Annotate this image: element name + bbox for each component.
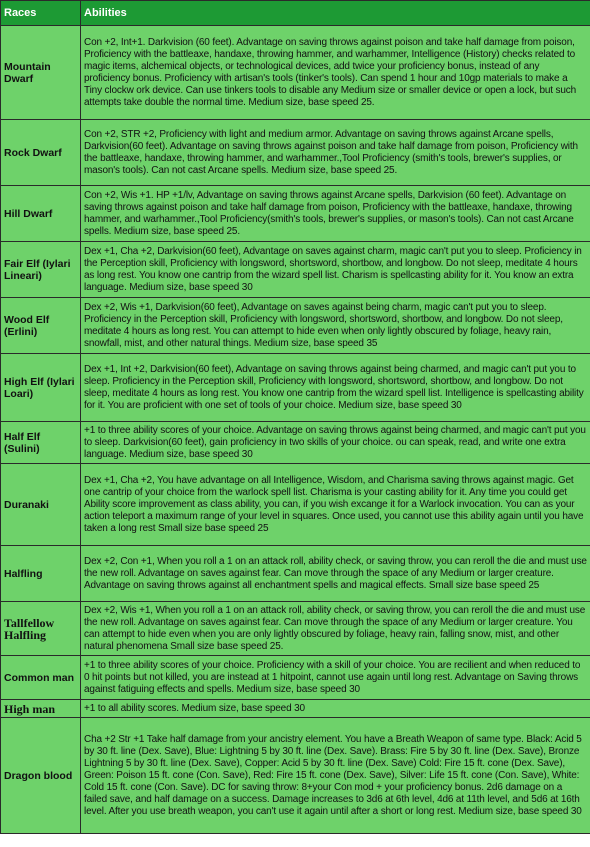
race-row: [1, 242, 590, 298]
race-name: Halfling: [1, 546, 81, 602]
race-abilities: Con +2, STR +2, Proficiency with light and medium armor. Advantage on saving throws against Arcane spells, Darkvision(60 feet). Advantage on saving throws against poison and take half damage from poison, Proficiency with the battleaxe, handaxe, throwing hammer, and warhammer.,Tool Proficiency (smith's tools, brewer's supplies, or mason's tools). Can not cast Arcane spells. Medium size, base speed 25.: [81, 120, 590, 186]
header-abilities: Abilities: [81, 1, 590, 26]
race-row: [1, 354, 590, 422]
race-row: [1, 656, 590, 700]
race-abilities: +1 to three ability scores of your choice. Proficiency with a skill of your choice. You are recilient and when reduced to 0 hit points but not killed, you are instead at 1 hitpoint, cannot use again until long rest. Advantage on Saving throws against fatiguing effects and spells. Medium size, base speed 30: [81, 656, 590, 700]
race-abilities: Con +2, Int+1. Darkvision (60 feet). Advantage on saving throws against poison and take half damage from poison, Proficiency with the battleaxe, handaxe, throwing hammer, and warhammer, Intelligence (History) checks related to magic items, alchemical objects, or technological devices, add twice your proficiency bonus, instead of any proficiency bonus. Proficiency with artisan's tools (tinker's tools). Can spend 1 hour and 10gp materials to make a Tiny clockw ork device. Can use tinkers tools to disable any Medium size or smaller device or open a lock, but such attempts take double the normal time. Medium size, base speed 25.: [81, 26, 590, 120]
race-abilities: +1 to three ability scores of your choice. Advantage on saving throws against being charmed, and magic can't put you to sleep. Darkvision(60 feet), gain proficiency in two skills of your choice. ou can speak, read, and write one extra language. Medium size, base speed 30: [81, 422, 590, 464]
race-row: [1, 186, 590, 242]
race-abilities: Con +2, Wis +1. HP +1/lv, Advantage on saving throws against Arcane spells, Darkvision (60 feet). Advantage on saving throws against poison and take half damage from poison, Proficiency with the battleaxe, handaxe, throwing hammer, and warhammer.,Tool Proficiency(smith's tools, brewer's supplies, or mason's tools). Can not cast Arcane spells. Medium size, base speed 25.: [81, 186, 590, 242]
race-row: [1, 26, 590, 120]
race-name: Hill Dwarf: [1, 186, 81, 242]
race-abilities: +1 to all ability scores. Medium size, base speed 30: [81, 700, 590, 718]
race-abilities: Cha +2 Str +1 Take half damage from your ancistry element. You have a Breath Weapon of same type. Black: Acid 5 by 30 ft. line (Dex. Save), Blue: Lightning 5 by 30 ft. line (Dex. Save). Brass: Fire 5 by 30 ft. line (Dex. Save), Bronze Lightning 5 by 30 ft. line (Dex. Save), Copper: Acid 5 by 30 ft. line (Dex. Save) Cold: Fire 15 ft. cone (Dex. Save), Green: Poison 15 ft. cone (Con. Save), Red: Fire 15 ft. cone (Dex. Save), Silver: Life 15 ft. cone (Con. Save), White: Cold 15 ft. cone (Con. Save). DC for saving throw: 8+your Con mod + your proficiency bonus. 2d6 damage on a failed save, and half damage on a success. Damage increases to 3d6 at 6th level, 4d6 at 11th level, and 5d6 at 16th level. After you use breath weapon, you can't use it again until after a short or long rest. Medium size, base speed 30: [81, 718, 590, 834]
race-name: High man: [1, 700, 81, 718]
race-abilities: Dex +2, Wis +1, Darkvision(60 feet), Advantage on saves against being charm, magic can't put you to sleep. Proficiency in the Perception skill, Proficiency with longsword, shortsword, shortbow, and longbow. Do not sleep, meditate 4 hours as long rest. You can attempt to hide even when only lightly obscured by foliage, heavy rain, snowfall, mist, and other natural things. Medium size, base speed 35: [81, 298, 590, 354]
race-row: [1, 120, 590, 186]
race-row: [1, 602, 590, 656]
race-abilities: Dex +1, Cha +2, You have advantage on all Intelligence, Wisdom, and Charisma saving throws against magic. Get one cantrip of your choice from the warlock spell list. Charisma is your casting ability for it. Any time you could get Ability score improvement as class ability, you can, if you wish excange it for a Warlock invocation. You can as your action teleport a maximum range of your level in squares. Once used, you cannot use this ability again until you have taken a long rest Small size base speed 25: [81, 464, 590, 546]
race-row: [1, 422, 590, 464]
header-races: Races: [1, 1, 81, 26]
race-row: [1, 464, 590, 546]
race-abilities: Dex +1, Int +2, Darkvision(60 feet), Advantage on saving throws against being charmed, and magic can't put you to sleep. Proficiency in the Perception skill, Proficiency with longsword, shortsword, shortbow, and longbow. Do not sleep, meditate 4 hours as long rest. You know one cantrip from the wizard spell list. Intelligence is spellcasting ability for it. You are proficient with one set of tools of your choice. Medium size, base speed 30: [81, 354, 590, 422]
race-name: High Elf (Iylari Loari): [1, 354, 81, 422]
race-name: Mountain Dwarf: [1, 26, 81, 120]
race-abilities: Dex +1, Cha +2, Darkvision(60 feet), Advantage on saves against charm, magic can't put you to sleep. Proficiency in the Perception skill, Proficiency with longsword, shortsword, shortbow, and longbow. Do not sleep, meditate 4 hours as long rest. You know one cantrip from the wizard spell list. Charism is spellcasting ability for it. You know an extra language. Medium size, base speed 30: [81, 242, 590, 298]
race-row: [1, 718, 590, 834]
race-name: Rock Dwarf: [1, 120, 81, 186]
race-abilities: Dex +2, Con +1, When you roll a 1 on an attack roll, ability check, or saving throw, you can reroll the die and must use the new roll. Advantage on saves against fear. Can move through the space of any Medium or larger creature. Advantage on saving throws against all enchantment spells and magical effects. Small size base speed 25: [81, 546, 590, 602]
race-row: [1, 298, 590, 354]
race-name: Wood Elf (Erlini): [1, 298, 81, 354]
race-abilities: Dex +2, Wis +1, When you roll a 1 on an attack roll, ability check, or saving throw, you can reroll the die and must use the new roll. Advantage on saves against fear. Can move through the space of any Medium or larger creature. You can attempt to hide even when you are only lightly obscured by foliage, heavy rain, falling snow, mist, and other natural phenomena Small size base speed 25.: [81, 602, 590, 656]
race-row: [1, 700, 590, 718]
race-name: Dragon blood: [1, 718, 81, 834]
race-row: [1, 546, 590, 602]
race-name: Duranaki: [1, 464, 81, 546]
header-row: [1, 1, 590, 26]
race-name: Tallfellow Halfling: [1, 602, 81, 656]
race-name: Half Elf (Sulini): [1, 422, 81, 464]
race-name: Fair Elf (Iylari Lineari): [1, 242, 81, 298]
race-name: Common man: [1, 656, 81, 700]
